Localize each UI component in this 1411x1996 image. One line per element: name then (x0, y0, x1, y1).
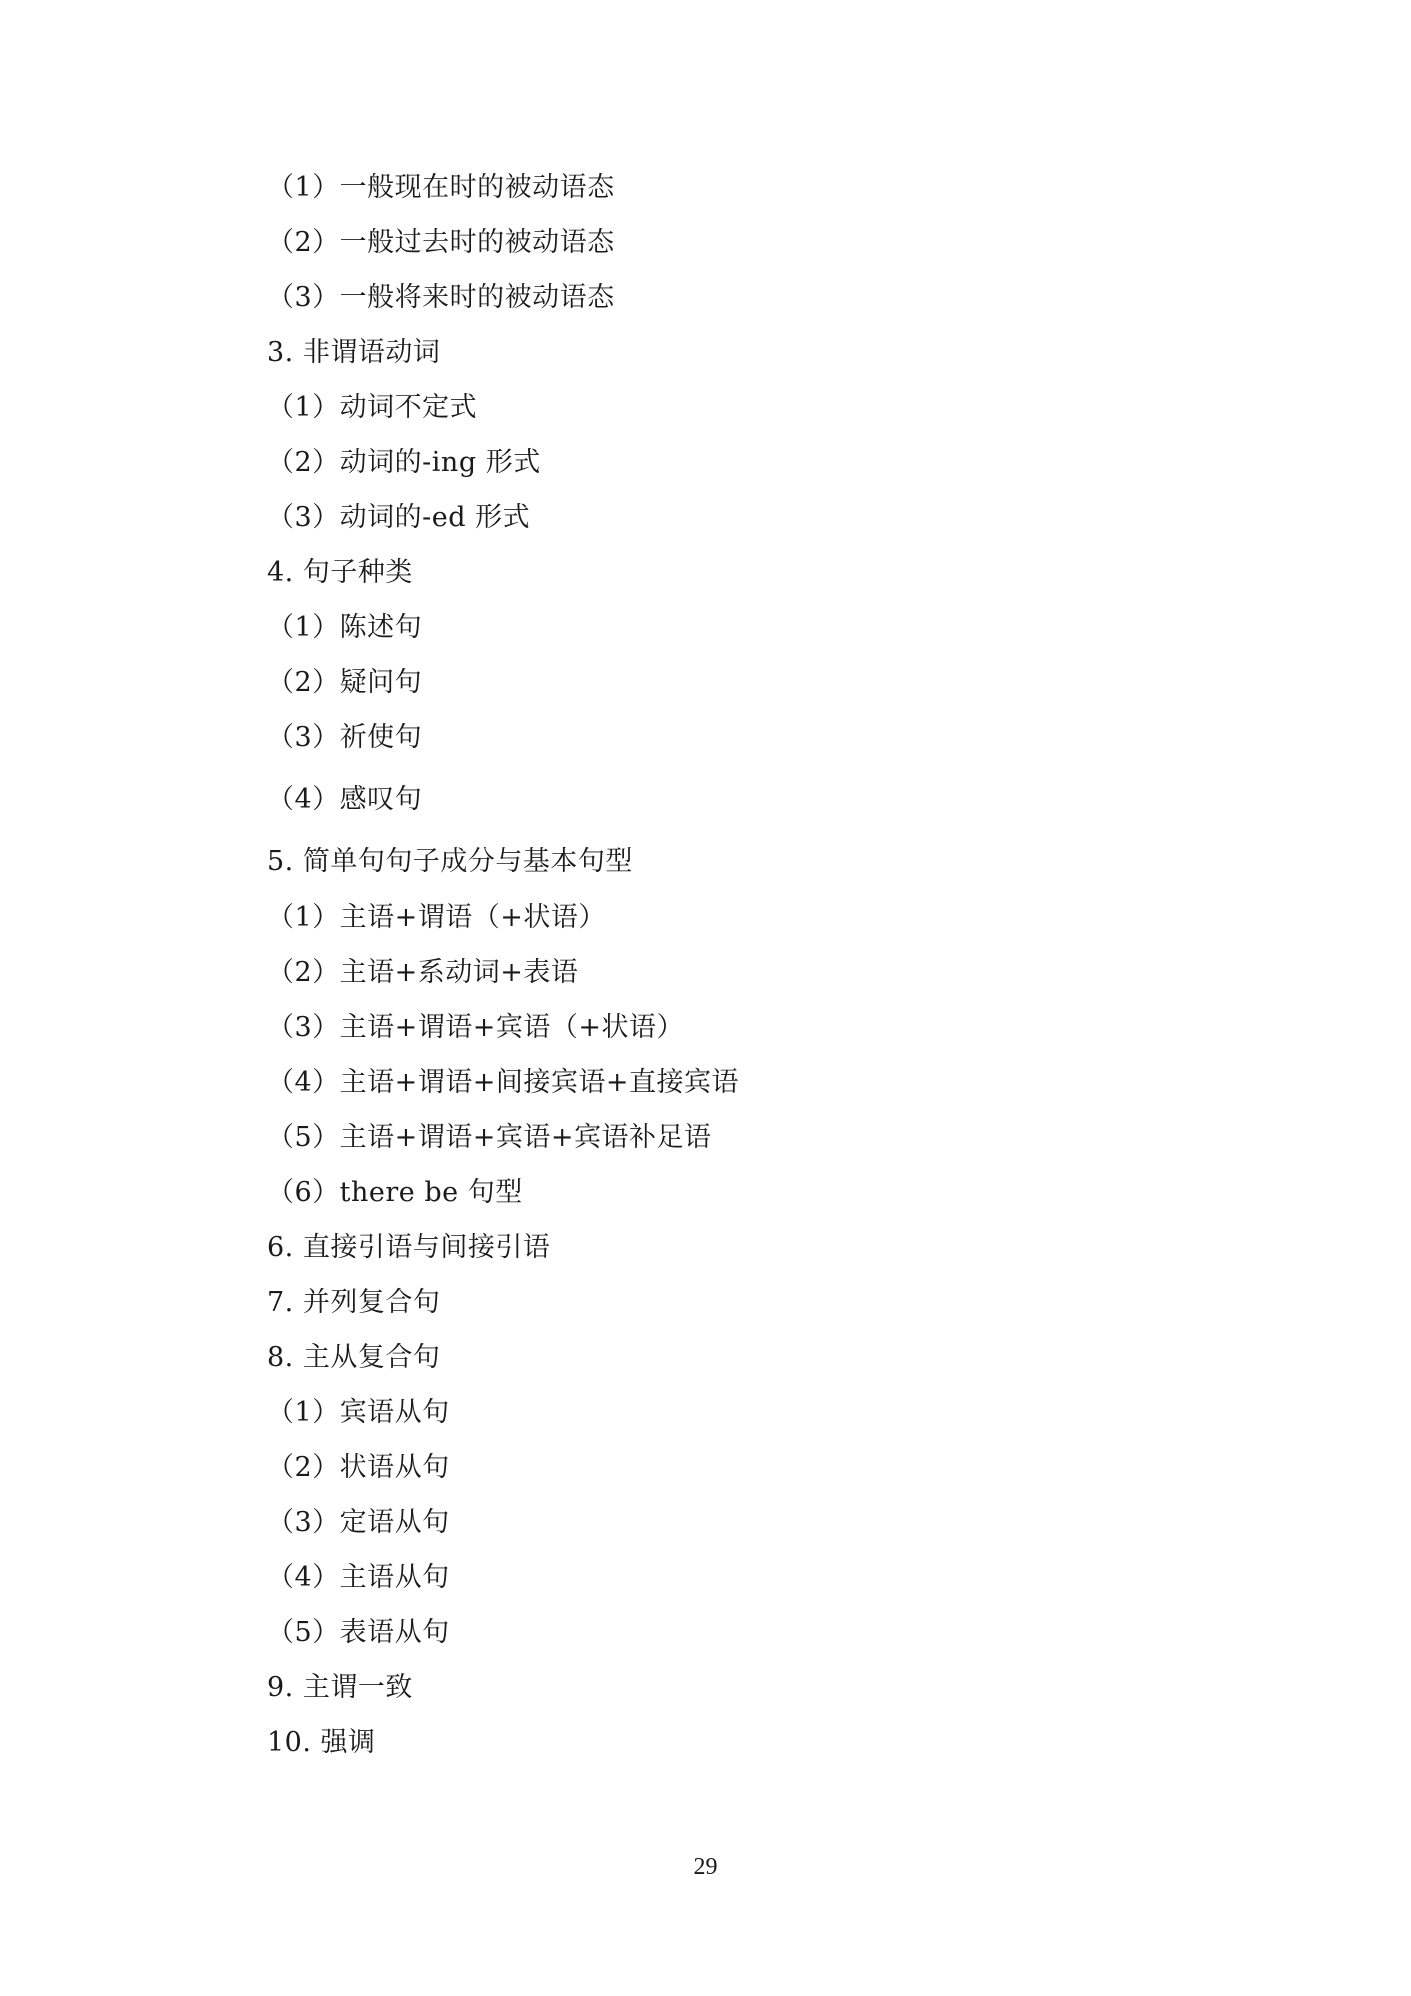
outline-item: （4）感叹句 (267, 784, 423, 815)
section-heading: 3. 非谓语动词 (267, 337, 441, 368)
section-heading: 8. 主从复合句 (267, 1342, 441, 1373)
outline-item: （2）状语从句 (267, 1452, 450, 1483)
outline-item: （5）主语+谓语+宾语+宾语补足语 (267, 1122, 712, 1153)
outline-item: （1）主语+谓语（+状语） (267, 902, 606, 933)
section-heading: 7. 并列复合句 (267, 1287, 441, 1318)
outline-item: （2）一般过去时的被动语态 (267, 227, 615, 258)
outline-item: （3）主语+谓语+宾语（+状语） (267, 1012, 685, 1043)
section-heading: 4. 句子种类 (267, 557, 413, 588)
outline-item: （3）动词的-ed 形式 (267, 502, 531, 533)
outline-item: （1）一般现在时的被动语态 (267, 172, 615, 203)
outline-item: （3）祈使句 (267, 722, 423, 753)
section-heading: 9. 主谓一致 (267, 1672, 413, 1703)
page-number: 29 (693, 1854, 718, 1880)
outline-item: （1）陈述句 (267, 612, 423, 643)
outline-item: （1）宾语从句 (267, 1397, 450, 1428)
outline-item: （5）表语从句 (267, 1617, 450, 1648)
outline-item: （6）there be 句型 (267, 1177, 523, 1208)
section-heading: 5. 简单句句子成分与基本句型 (267, 846, 633, 877)
outline-item: （2）疑问句 (267, 667, 423, 698)
outline-item: （1）动词不定式 (267, 392, 478, 423)
outline-item: （4）主语从句 (267, 1562, 450, 1593)
section-heading: 6. 直接引语与间接引语 (267, 1232, 551, 1263)
outline-item: （2）动词的-ing 形式 (267, 447, 541, 478)
section-heading: 10. 强调 (267, 1727, 376, 1758)
outline-item: （3）定语从句 (267, 1507, 450, 1538)
outline-item: （4）主语+谓语+间接宾语+直接宾语 (267, 1067, 740, 1098)
outline-item: （3）一般将来时的被动语态 (267, 282, 615, 313)
outline-item: （2）主语+系动词+表语 (267, 957, 579, 988)
